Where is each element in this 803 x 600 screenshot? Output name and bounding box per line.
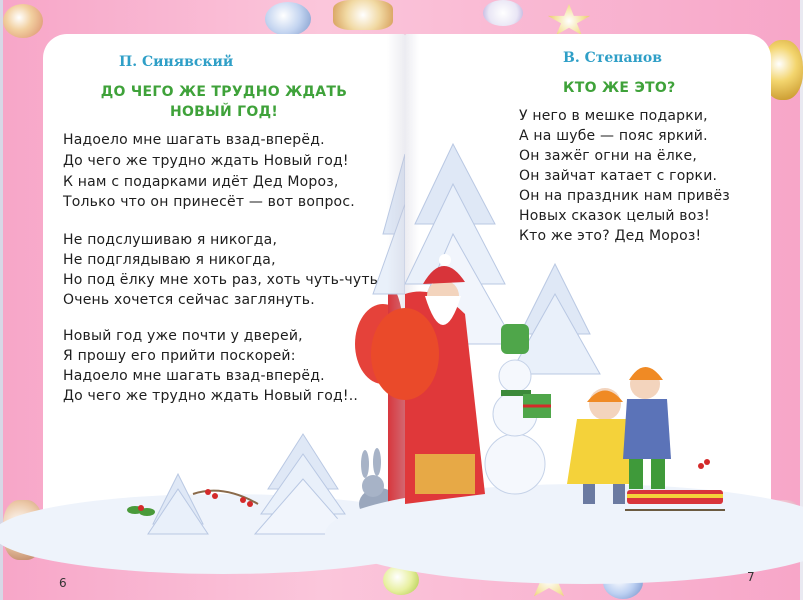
ornament-ball-decoration: [265, 2, 311, 36]
right-verse-line: Кто же это? Дед Мороз!: [519, 228, 702, 244]
star-decoration: [547, 4, 591, 38]
right-page: [405, 34, 771, 584]
teddy-bear-decoration: [3, 4, 43, 38]
right-verse-line: У него в мешке подарки,: [519, 108, 708, 124]
left-verse-line: Новый год уже почти у дверей,: [63, 328, 303, 344]
left-verse-line: Надоело мне шагать взад-вперёд.: [63, 132, 325, 148]
left-verse-line: Очень хочется сейчас заглянуть.: [63, 292, 315, 308]
right-verse-line: Он зайчат катает с горки.: [519, 168, 718, 184]
left-verse-line: До чего же трудно ждать Новый год!..: [63, 388, 359, 404]
right-verse-line: Новых сказок целый воз!: [519, 208, 710, 224]
left-verse-line: Только что он принесёт — вот вопрос.: [63, 194, 355, 210]
right-verse-line: А на шубе — пояс яркий.: [519, 128, 708, 144]
gift-sack: [371, 308, 439, 400]
small-snowy-tree-right: [255, 434, 351, 534]
left-verse-line: К нам с подарками идёт Дед Мороз,: [63, 174, 339, 190]
left-winter-illustration: [43, 34, 405, 562]
bells-decoration: [333, 0, 393, 30]
right-winter-illustration: [405, 34, 771, 562]
left-verse-line: Не подглядываю я никогда,: [63, 252, 276, 268]
ornament-decoration: [483, 0, 523, 26]
left-verse-line: До чего же трудно ждать Новый год!: [63, 153, 349, 169]
child-boy: [623, 367, 671, 489]
right-verse-line: Он на праздник нам привёз: [519, 188, 730, 204]
left-verse-line: Надоело мне шагать взад-вперёд.: [63, 368, 325, 384]
left-verse-line: Но под ёлку мне хоть раз, хоть чуть-чуть: [63, 272, 379, 288]
left-page: [43, 34, 405, 590]
berries: [698, 459, 710, 469]
right-page-number: 7: [747, 570, 755, 584]
left-title-line2: НОВЫЙ ГОД!: [169, 104, 279, 120]
big-snowy-tree-left-part: [373, 154, 405, 294]
left-title-line1: ДО ЧЕГО ЖЕ ТРУДНО ЖДАТЬ: [100, 84, 348, 100]
snowy-tree-right: [510, 264, 600, 374]
right-author: В. Степанов: [563, 50, 662, 66]
right-verse-line: Он зажёг огни на ёлке,: [519, 148, 697, 164]
left-verse-line: Не подслушиваю я никогда,: [63, 232, 278, 248]
left-verse-line: Я прошу его прийти поскорей:: [63, 348, 296, 364]
left-author: П. Синявский: [119, 54, 234, 70]
right-title: КТО ЖЕ ЭТО?: [563, 80, 676, 96]
left-page-number: 6: [59, 576, 67, 590]
